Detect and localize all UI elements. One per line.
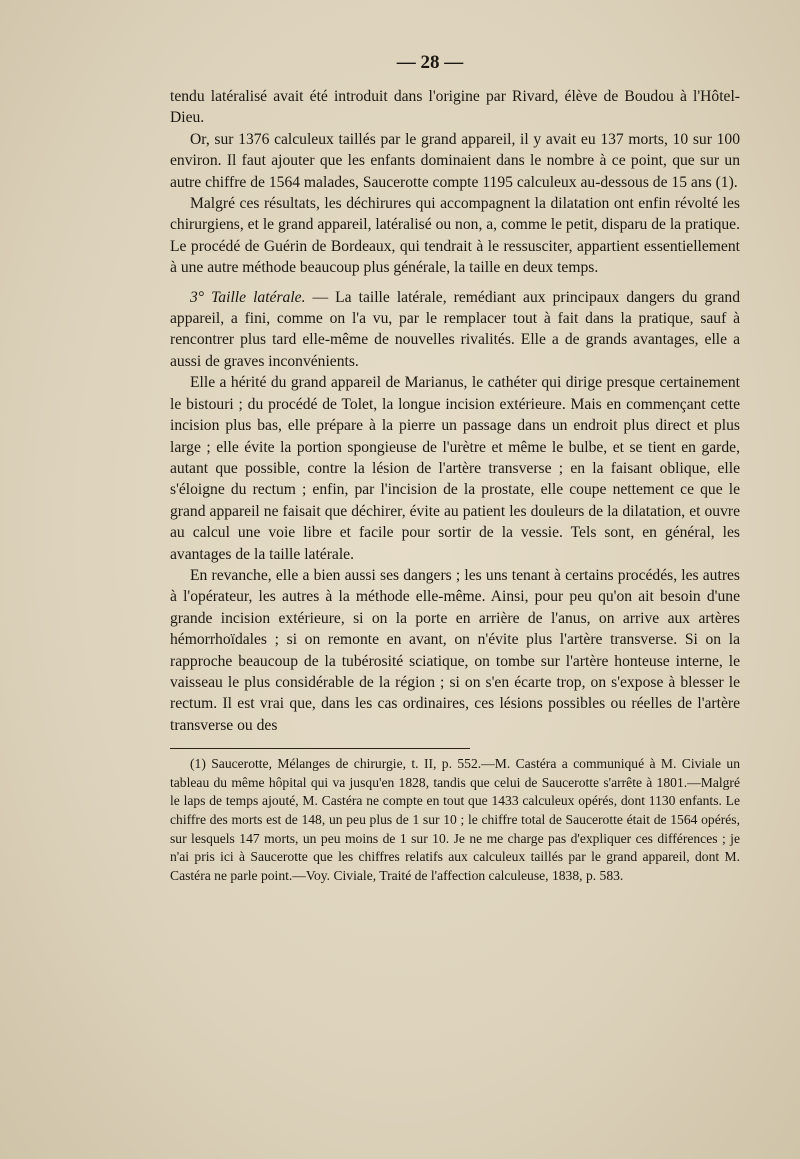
paragraph-3: Malgré ces résultats, les déchirures qui accompagnent la dilatation ont enfin révolté les chirurgiens, et le grand appareil, latéralisé ou non, a, comme le petit, disparu de la pratique. Le procédé de Guérin de Bordeaux, qui tendrait à le ressusciter, appartient essentiellement à une autre méthode beaucoup plus générale, la taille en deux temps. [170, 195, 740, 277]
paragraph-2: Or, sur 1376 calculeux taillés par le grand appareil, il y avait eu 137 morts, 10 sur 100 environ. Il faut ajouter que les enfants dominaient dans le nombre à ce point, que sur un autre chiffre de 1564 malades, Saucerotte compte 1195 calculeux au-dessous de 15 ans (1). [170, 130, 740, 191]
footnotes [170, 755, 740, 885]
page-number: — 28 — [396, 52, 464, 73]
paragraph-4-text: — La taille latérale, remédiant aux principaux dangers du grand appareil, a fini, comme on l'a vu, par le remplacer tout à fait dans la pratique, sauf à rencontrer plus tard elle-même de nouvelles rivalités. Elle a de grands avantages, elle a aussi de graves inconvénients. [170, 288, 740, 370]
paragraph-1: tendu latéralisé avait été introduit dans l'origine par Rivard, élève de Boudou à l'Hôtel-Dieu. [170, 88, 740, 127]
paragraph-4 [170, 287, 740, 373]
main-text [170, 86, 740, 736]
footnote-divider [170, 748, 470, 749]
footnote-1: (1) Saucerotte, Mélanges de chirurgie, t. II, p. 552.—M. Castéra a communiqué à M. Civiale un tableau du même hôpital qui va jusqu'en 1828, tandis que celui de Saucerotte s'arrête à 1801.—Malgré le laps de temps ajouté, M. Castéra ne compte en tout que 1433 calculeux opérés, dont 1130 enfants. Le chiffre des morts est de 148, un peu plus de 1 sur 10 ; le chiffre total de Saucerotte était de 1564 opérés, sur lesquels 147 morts, un peu moins de 1 sur 10. Je ne me charge pas d'expliquer ces différences ; je n'ai pris ici à Saucerotte que les chiffres relatifs aux calculeux taillés par le grand appareil, dont M. Castéra ne parle point.—Voy. Civiale, Traité de l'affection calculeuse, 1838, p. 583. [170, 756, 740, 883]
paragraph-6: En revanche, elle a bien aussi ses dangers ; les uns tenant à certains procédés, les autres à l'opérateur, les autres à la méthode elle-même. Ainsi, pour peu qu'on ait besoin d'une grande incision extérieure, si on la porte en arrière de l'anus, on arrive aux artères hémorrhoïdales ; si on remonte en avant, on n'évite plus l'artère transverse. Si on la rapproche beaucoup de la tubérosité sciatique, on tombe sur l'artère honteuse interne, le vaisseau le plus considérable de la région ; si on s'en écarte trop, on s'expose à blesser le rectum. Il est vrai que, dans les cas ordinaires, ces lésions possibles ou réelles de l'artère transverse ou des [170, 566, 740, 734]
section-heading: 3° Taille latérale. [190, 288, 306, 306]
paragraph-5: Elle a hérité du grand appareil de Marianus, le cathéter qui dirige presque certainement le bistouri ; du procédé de Tolet, la longue incision extérieure. Mais en commençant cette incision plus bas, elle prépare à la pierre un passage dans un endroit plus direct et plus large ; elle évite la portion spongieuse de l'urètre et même le bulbe, et se tient en garde, autant que possible, contre la lésion de l'artère transverse ; en la faisant oblique, elle s'éloigne du rectum ; enfin, par l'incision de la prostate, elle coupe nettement ce que le grand appareil ne faisait que déchirer, évite au patient les douleurs de la dilatation, et ouvre au calcul une voie libre et facile pour sortir de la vessie. Tels sont, en général, les avantages de la taille latérale. [170, 374, 740, 563]
